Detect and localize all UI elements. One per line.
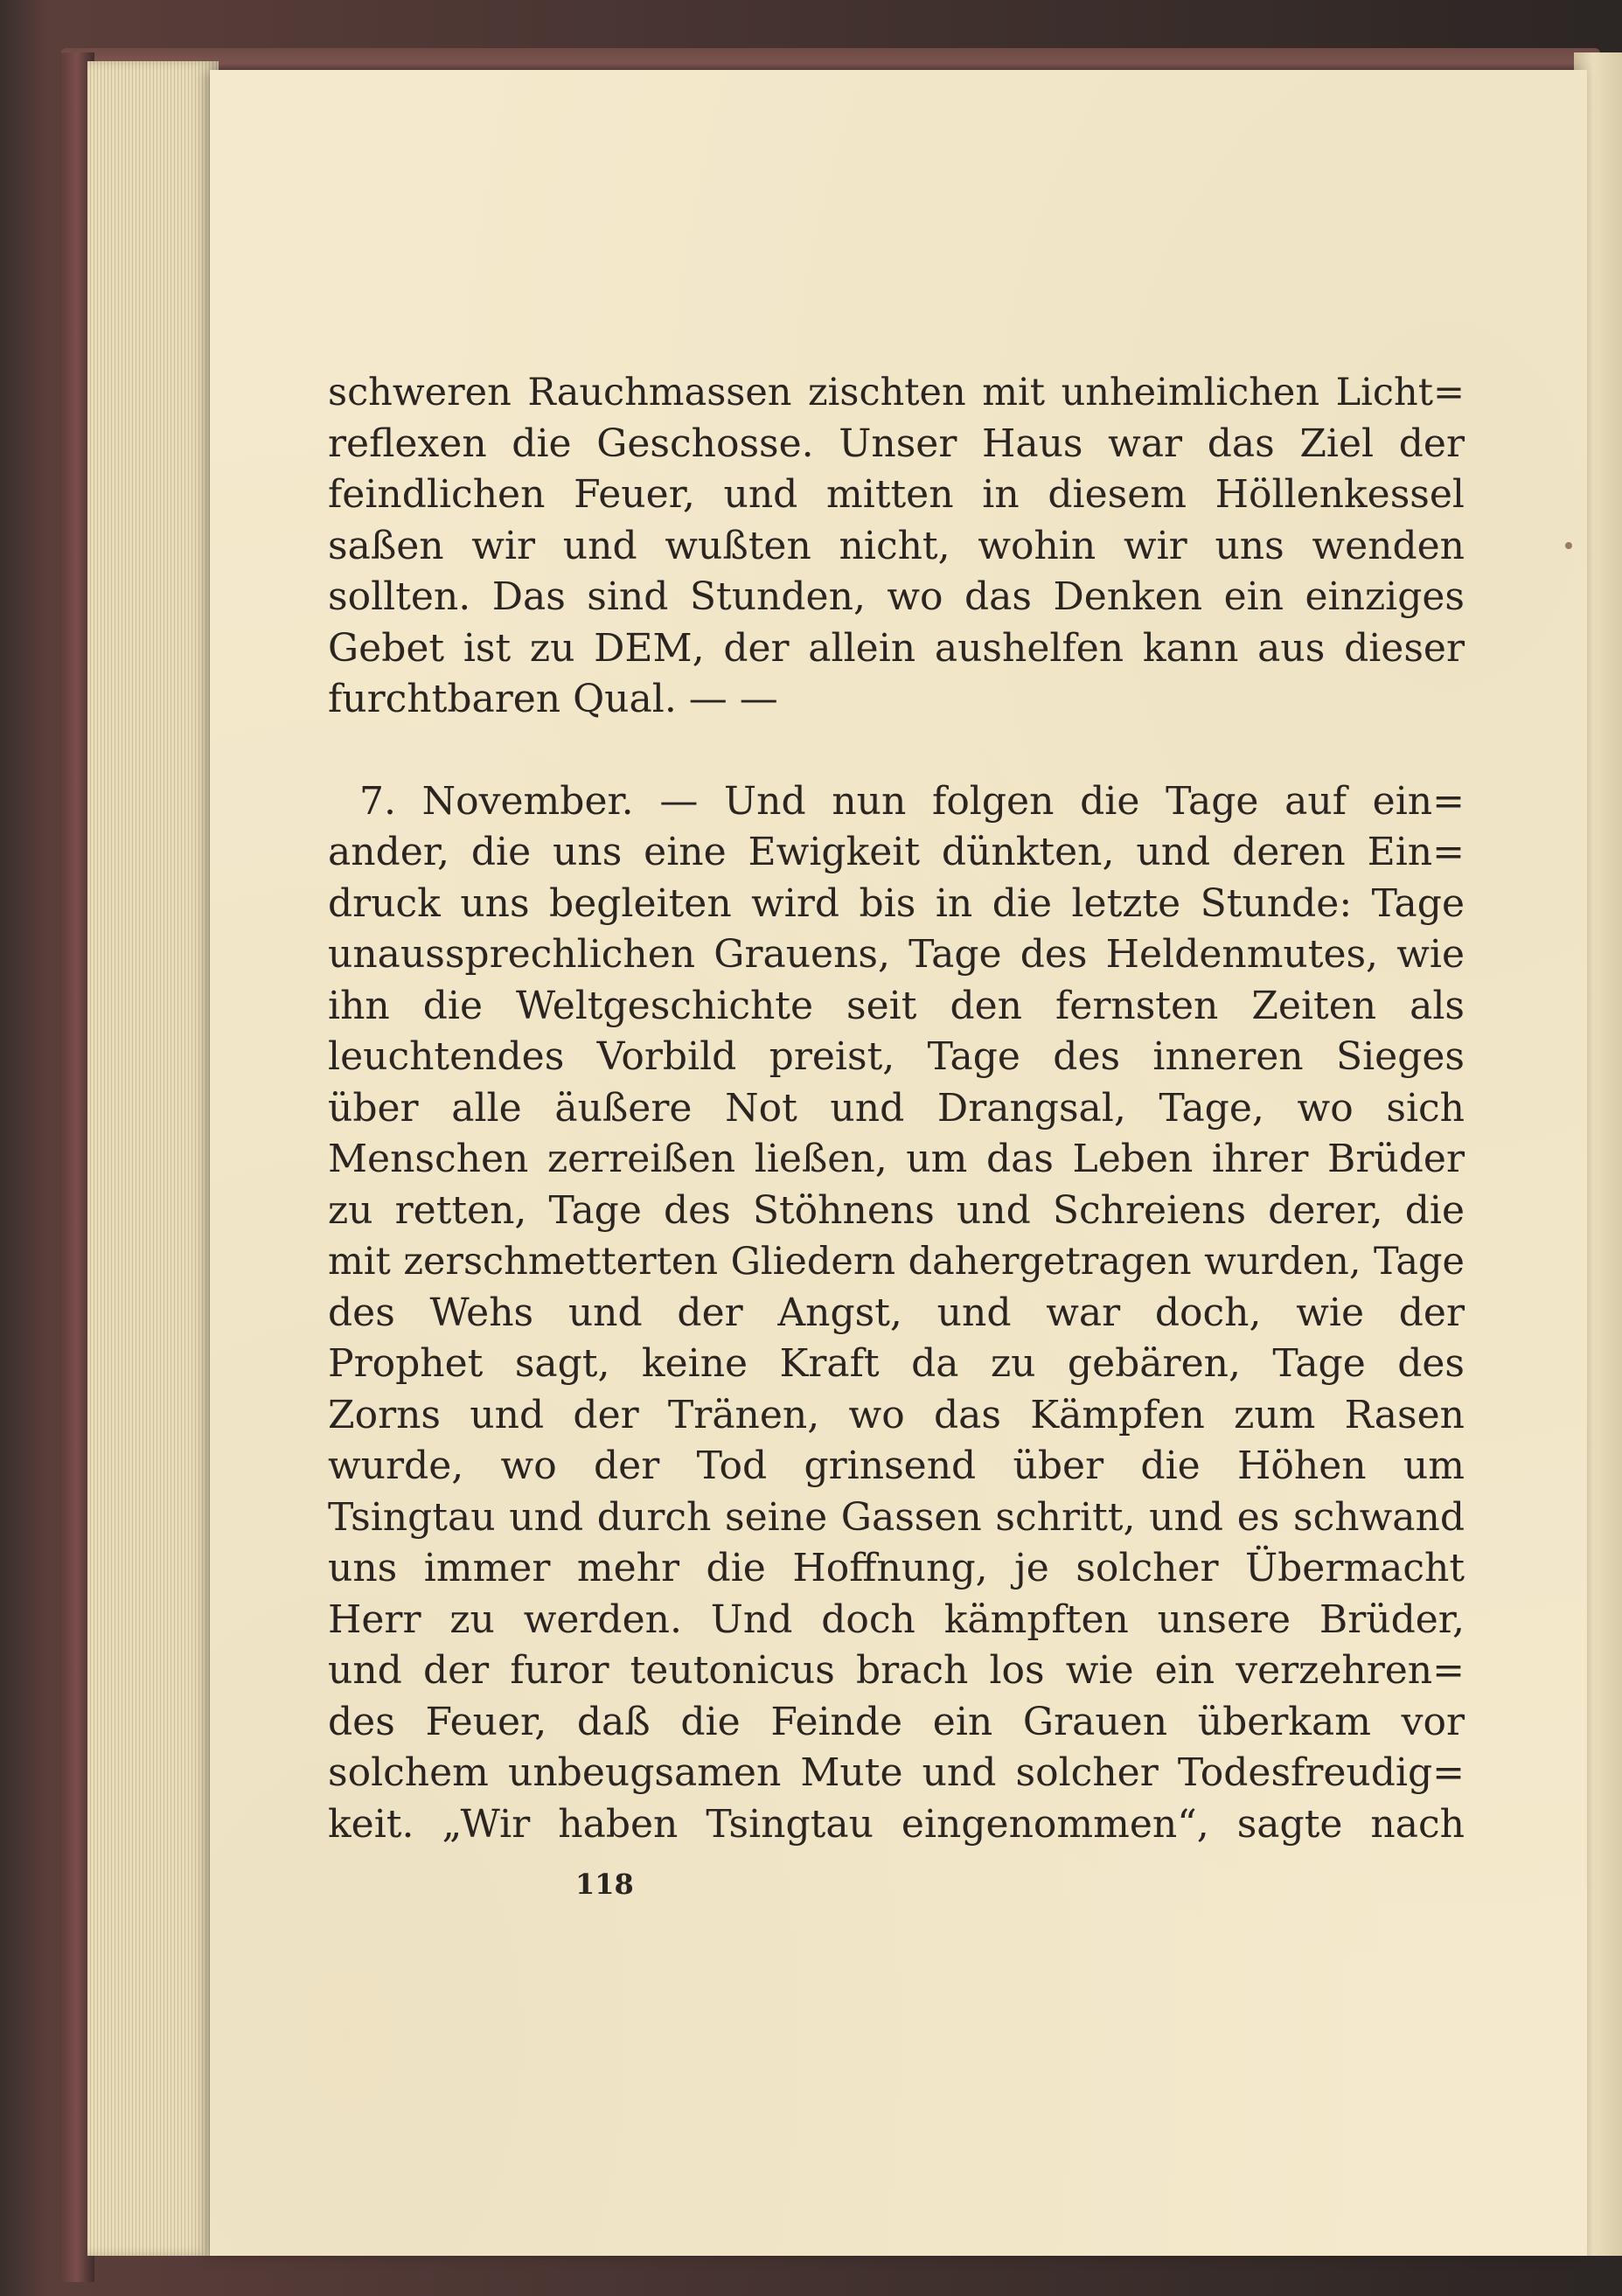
text-line: solchem unbeugsamen Mute und solcher Todesfreudig= — [328, 1750, 1465, 1795]
text-line: sollten. Das sind Stunden, wo das Denken ein einziges — [328, 574, 1465, 619]
text-line: 7. November. — Und nun folgen die Tage auf ein= — [359, 778, 1465, 824]
page-number: 118 — [575, 1868, 634, 1901]
text-line: wurde, wo der Tod grinsend über die Höhen um — [328, 1444, 1465, 1488]
text-line: Menschen zerreißen ließen, um das Leben ihrer Brüder — [328, 1137, 1465, 1181]
paragraph-1 — [328, 367, 1465, 726]
text-line: Prophet sagt, keine Kraft da zu gebären, Tage des — [328, 1341, 1465, 1386]
text-line: des Wehs und der Angst, und war doch, wie der — [328, 1290, 1465, 1335]
text-line: keit. „Wir haben Tsingtau eingenommen“, sagte nach — [328, 1801, 1465, 1847]
text-line: uns immer mehr die Hoffnung, je solcher Übermacht — [328, 1546, 1465, 1590]
text-line: des Feuer, daß die Feinde ein Grauen überkam vor — [328, 1699, 1465, 1744]
text-line: schweren Rauchmassen zischten mit unheimlichen Licht= — [328, 371, 1465, 414]
text-line: reflexen die Geschosse. Unser Haus war das Ziel der — [328, 421, 1465, 466]
text-line: leuchtendes Vorbild preist, Tage des inneren Sieges — [328, 1034, 1465, 1079]
paragraph-2 — [328, 776, 1465, 1851]
text-line: mit zerschmetterten Gliedern dahergetragen wurden, Tage — [328, 1240, 1465, 1284]
stacked-page-edges — [87, 61, 219, 2256]
text-line: ander, die uns eine Ewigkeit dünkten, und deren Ein= — [328, 830, 1465, 874]
text-line: druck uns begleiten wird bis in die letzte Stunde: Tage — [328, 880, 1465, 926]
paragraph-gap — [328, 726, 1465, 776]
text-line: saßen wir und wußten nicht, wohin wir uns wenden — [328, 523, 1465, 568]
text-line: über alle äußere Not und Drangsal, Tage, wo sich — [328, 1085, 1465, 1131]
paper-speck — [1565, 542, 1572, 549]
text-line: Tsingtau und durch seine Gassen schritt, und es schwand — [328, 1494, 1465, 1540]
text-line: unaussprechlichen Grauens, Tage des Heldenmutes, wie — [328, 932, 1465, 977]
text-line: furchtbaren Qual. — — — [328, 677, 778, 721]
text-line: Herr zu werden. Und doch kämpften unsere Brüder, — [328, 1597, 1465, 1642]
text-line: feindlichen Feuer, und mitten in diesem Höllenkessel — [328, 472, 1465, 517]
text-line: zu retten, Tage des Stöhnens und Schreiens derer, die — [328, 1187, 1465, 1233]
text-line: Zorns und der Tränen, wo das Kämpfen zum Rasen — [328, 1392, 1465, 1437]
text-line: ihn die Weltgeschichte seit den fernsten Zeiten als — [328, 983, 1465, 1028]
text-line: Gebet ist zu DEM, der allein aushelfen kann aus dieser — [328, 625, 1465, 671]
text-line: und der furor teutonicus brach los wie ein verzehren= — [328, 1648, 1465, 1693]
page-text-block — [328, 367, 1465, 1850]
